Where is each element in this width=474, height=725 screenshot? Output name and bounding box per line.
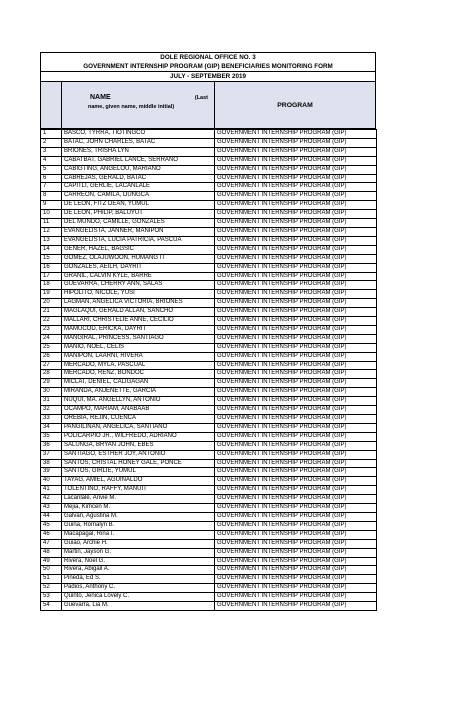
table-row	[41, 432, 377, 441]
beneficiary-name: CARREON, CAMILA, DUNGCA	[62, 192, 215, 201]
table-row	[41, 272, 377, 281]
table-row	[41, 602, 377, 611]
row-number: 43	[41, 504, 62, 513]
beneficiary-name: CABIGTING, ANGELOU, MARIANO	[62, 165, 215, 174]
table-row	[41, 290, 377, 299]
program-name: GOVERNMENT INTERNSHIP PROGRAM (GIP)	[215, 174, 377, 183]
program-name: GOVERNMENT INTERNSHIP PROGRAM (GIP)	[215, 352, 377, 361]
table-row	[41, 254, 377, 263]
table-row	[41, 352, 377, 361]
program-name: GOVERNMENT INTERNSHIP PROGRAM (GIP)	[215, 272, 377, 281]
beneficiary-name: SANTOS, GIRLIE, YUMUL	[62, 468, 215, 477]
name-header-last: (Last	[194, 95, 208, 101]
row-number: 36	[41, 441, 62, 450]
row-number: 34	[41, 423, 62, 432]
row-number: 42	[41, 495, 62, 504]
beneficiary-name: BATAC, JOHN CHARLES, BATAC	[62, 138, 215, 147]
table-row	[41, 530, 377, 539]
row-number: 39	[41, 468, 62, 477]
column-header-name	[62, 82, 215, 128]
row-number: 49	[41, 557, 62, 566]
beneficiaries-table	[40, 129, 377, 611]
row-number: 47	[41, 539, 62, 548]
table-row	[41, 593, 377, 602]
program-name: GOVERNMENT INTERNSHIP PROGRAM (GIP)	[215, 165, 377, 174]
beneficiary-name: PANGILINAN, ANGELICA, SANTIANO	[62, 423, 215, 432]
beneficiary-name: MANIO, NOEL, CELIS	[62, 343, 215, 352]
row-number: 40	[41, 477, 62, 486]
beneficiary-name: MIRANDA, ANJENETTE, GARCIA	[62, 388, 215, 397]
table-row	[41, 174, 377, 183]
program-name: GOVERNMENT INTERNSHIP PROGRAM (GIP)	[215, 308, 377, 317]
row-number: 1	[41, 130, 62, 139]
program-name: GOVERNMENT INTERNSHIP PROGRAM (GIP)	[215, 397, 377, 406]
row-number: 54	[41, 602, 62, 611]
beneficiary-name: BRIONES, TRISHA LYN	[62, 147, 215, 156]
beneficiary-name: Macapagal, Rina I.	[62, 530, 215, 539]
form-header	[40, 52, 376, 81]
beneficiary-name: Rivera, Abigail A.	[62, 566, 215, 575]
program-name: GOVERNMENT INTERNSHIP PROGRAM (GIP)	[215, 575, 377, 584]
beneficiary-name: HIPOLITO, NICOLE, YUSI	[62, 290, 215, 299]
program-name: GOVERNMENT INTERNSHIP PROGRAM (GIP)	[215, 495, 377, 504]
row-number: 7	[41, 183, 62, 192]
beneficiary-name: Mejia, Kimcen M.	[62, 504, 215, 513]
program-name: GOVERNMENT INTERNSHIP PROGRAM (GIP)	[215, 334, 377, 343]
row-number: 51	[41, 575, 62, 584]
table-row	[41, 263, 377, 272]
beneficiary-name: MICLAT, DENIEL, CALIGAGAN	[62, 379, 215, 388]
beneficiary-name: DE LEON, PHILIP, BALUYUT	[62, 210, 215, 219]
beneficiary-name: SANTIAGO, ESTHER JOY, ANTONIO	[62, 450, 215, 459]
program-name: GOVERNMENT INTERNSHIP PROGRAM (GIP)	[215, 263, 377, 272]
beneficiary-name: POLICARPIO JR., WILFREDO, ADRIANO	[62, 432, 215, 441]
row-number: 44	[41, 512, 62, 521]
table-row	[41, 192, 377, 201]
row-number: 2	[41, 138, 62, 147]
program-name: GOVERNMENT INTERNSHIP PROGRAM (GIP)	[215, 504, 377, 513]
table-row	[41, 281, 377, 290]
name-header-label: NAME	[90, 94, 111, 101]
beneficiary-name: Guiao, Archie H.	[62, 539, 215, 548]
row-number: 20	[41, 299, 62, 308]
beneficiary-name: BASCO, TYRRA, TIOTINGCO	[62, 130, 215, 139]
table-row	[41, 156, 377, 165]
program-name: GOVERNMENT INTERNSHIP PROGRAM (GIP)	[215, 432, 377, 441]
row-number: 48	[41, 548, 62, 557]
table-row	[41, 201, 377, 210]
table-row	[41, 486, 377, 495]
program-name: GOVERNMENT INTERNSHIP PROGRAM (GIP)	[215, 441, 377, 450]
beneficiary-name: Lacanlale, Arivie M.	[62, 495, 215, 504]
beneficiary-name: SANTOS, CRISTAL HONEY GALE, PONCE	[62, 459, 215, 468]
table-row	[41, 219, 377, 228]
program-name: GOVERNMENT INTERNSHIP PROGRAM (GIP)	[215, 183, 377, 192]
row-number: 46	[41, 530, 62, 539]
beneficiary-name: EVANGELISTA, LUCIA PATRICIA, PASCUA	[62, 236, 215, 245]
beneficiary-name: CAPITLI, GERLIE, LACANLALE	[62, 183, 215, 192]
row-number: 53	[41, 593, 62, 602]
beneficiary-name: Galvan, Agustina M.	[62, 512, 215, 521]
beneficiary-name: MAMUCOD, ERICKA, DAYRIT	[62, 325, 215, 334]
table-row	[41, 584, 377, 593]
row-number: 25	[41, 343, 62, 352]
table-row	[41, 334, 377, 343]
program-name: GOVERNMENT INTERNSHIP PROGRAM (GIP)	[215, 236, 377, 245]
beneficiary-name: Quinto, Jenica Lovely C.	[62, 593, 215, 602]
row-number: 9	[41, 201, 62, 210]
table-row	[41, 308, 377, 317]
row-number: 11	[41, 219, 62, 228]
beneficiary-name: GENER, HAZEL, BAGSIC	[62, 245, 215, 254]
program-name: GOVERNMENT INTERNSHIP PROGRAM (GIP)	[215, 477, 377, 486]
program-name: GOVERNMENT INTERNSHIP PROGRAM (GIP)	[215, 290, 377, 299]
row-number: 52	[41, 584, 62, 593]
row-number: 28	[41, 370, 62, 379]
row-number: 14	[41, 245, 62, 254]
table-row	[41, 245, 377, 254]
table-row	[41, 450, 377, 459]
row-number: 10	[41, 210, 62, 219]
program-name: GOVERNMENT INTERNSHIP PROGRAM (GIP)	[215, 361, 377, 370]
row-number: 12	[41, 227, 62, 236]
beneficiary-name: Martin, Jayson G.	[62, 548, 215, 557]
beneficiary-name: OCAMPO, MARIAM, ANABAAB	[62, 406, 215, 415]
program-name: GOVERNMENT INTERNSHIP PROGRAM (GIP)	[215, 281, 377, 290]
row-number: 29	[41, 379, 62, 388]
beneficiary-name: GOMEZ, OLAJUWOON, HUMANG IT	[62, 254, 215, 263]
table-row	[41, 236, 377, 245]
beneficiary-name: MERCADO, RENZ, BONDOC	[62, 370, 215, 379]
table-row	[41, 388, 377, 397]
row-number: 45	[41, 521, 62, 530]
row-number: 26	[41, 352, 62, 361]
table-row	[41, 557, 377, 566]
beneficiary-name: TAYAG, AMIEL, AGUINALDO	[62, 477, 215, 486]
table-row	[41, 504, 377, 513]
beneficiary-name: Pineda, Ed S.	[62, 575, 215, 584]
table-row	[41, 165, 377, 174]
table-row	[41, 210, 377, 219]
beneficiary-name: GRANIL, CALVIN KYLE, BARRE	[62, 272, 215, 281]
program-name: GOVERNMENT INTERNSHIP PROGRAM (GIP)	[215, 245, 377, 254]
row-number: 15	[41, 254, 62, 263]
program-name: GOVERNMENT INTERNSHIP PROGRAM (GIP)	[215, 317, 377, 326]
row-number: 16	[41, 263, 62, 272]
table-row	[41, 512, 377, 521]
beneficiary-name: GUEVARRA, CHERRY ANN, SALAS	[62, 281, 215, 290]
beneficiary-name: LAGMAN, ANGELICA VICTORIA, BRIONES	[62, 299, 215, 308]
program-name: GOVERNMENT INTERNSHIP PROGRAM (GIP)	[215, 343, 377, 352]
table-row	[41, 477, 377, 486]
row-number: 4	[41, 156, 62, 165]
program-name: GOVERNMENT INTERNSHIP PROGRAM (GIP)	[215, 486, 377, 495]
table-row	[41, 575, 377, 584]
table-row	[41, 521, 377, 530]
program-name: GOVERNMENT INTERNSHIP PROGRAM (GIP)	[215, 521, 377, 530]
program-name: GOVERNMENT INTERNSHIP PROGRAM (GIP)	[215, 299, 377, 308]
row-number: 41	[41, 486, 62, 495]
row-number: 27	[41, 361, 62, 370]
beneficiary-name: Guina, Romalyn B.	[62, 521, 215, 530]
row-number: 18	[41, 281, 62, 290]
program-name: GOVERNMENT INTERNSHIP PROGRAM (GIP)	[215, 388, 377, 397]
program-name: GOVERNMENT INTERNSHIP PROGRAM (GIP)	[215, 450, 377, 459]
table-row	[41, 147, 377, 156]
program-name: GOVERNMENT INTERNSHIP PROGRAM (GIP)	[215, 325, 377, 334]
beneficiary-name: MAGLAQUI, GERALD ALLAN, SANCHO	[62, 308, 215, 317]
table-row	[41, 566, 377, 575]
program-name: GOVERNMENT INTERNSHIP PROGRAM (GIP)	[215, 530, 377, 539]
program-name: GOVERNMENT INTERNSHIP PROGRAM (GIP)	[215, 227, 377, 236]
row-number: 37	[41, 450, 62, 459]
program-name: GOVERNMENT INTERNSHIP PROGRAM (GIP)	[215, 584, 377, 593]
table-row	[41, 317, 377, 326]
row-number: 3	[41, 147, 62, 156]
beneficiary-name: MANGIRAL, PRINCESS, SANTIAGO	[62, 334, 215, 343]
table-row	[41, 370, 377, 379]
program-name: GOVERNMENT INTERNSHIP PROGRAM (GIP)	[215, 557, 377, 566]
row-number: 22	[41, 317, 62, 326]
table-row	[41, 548, 377, 557]
beneficiary-name: Padios, Anthony C.	[62, 584, 215, 593]
program-name: GOVERNMENT INTERNSHIP PROGRAM (GIP)	[215, 156, 377, 165]
program-name: GOVERNMENT INTERNSHIP PROGRAM (GIP)	[215, 192, 377, 201]
period-title: JULY - SEPTEMBER 2019	[41, 71, 375, 81]
program-name: GOVERNMENT INTERNSHIP PROGRAM (GIP)	[215, 468, 377, 477]
program-name: GOVERNMENT INTERNSHIP PROGRAM (GIP)	[215, 219, 377, 228]
row-number: 31	[41, 397, 62, 406]
program-name: GOVERNMENT INTERNSHIP PROGRAM (GIP)	[215, 210, 377, 219]
table-row	[41, 227, 377, 236]
beneficiary-name: DEL MUNDO, CAMILLE, GONZALES	[62, 219, 215, 228]
row-number: 19	[41, 290, 62, 299]
beneficiary-name: CABATBAT, GABRIEL LANCE, SERRANO	[62, 156, 215, 165]
monitoring-form	[40, 52, 376, 611]
beneficiary-name: NUQUI, MA. ANGELLYN, ANTONIO	[62, 397, 215, 406]
program-name: GOVERNMENT INTERNSHIP PROGRAM (GIP)	[215, 379, 377, 388]
beneficiary-name: MERCADO, MYLA, PASCUAL	[62, 361, 215, 370]
beneficiary-name: MANIPON, LAARNI, RIVERA	[62, 352, 215, 361]
program-name: GOVERNMENT INTERNSHIP PROGRAM (GIP)	[215, 548, 377, 557]
column-header-number	[41, 82, 62, 128]
beneficiary-name: EVANGELISTA, JANNER, MANIPON	[62, 227, 215, 236]
program-name: GOVERNMENT INTERNSHIP PROGRAM (GIP)	[215, 370, 377, 379]
office-title: DOLE REGIONAL OFFICE NO. 3	[160, 54, 256, 61]
row-number: 17	[41, 272, 62, 281]
program-name: GOVERNMENT INTERNSHIP PROGRAM (GIP)	[215, 415, 377, 424]
table-row	[41, 397, 377, 406]
program-name: GOVERNMENT INTERNSHIP PROGRAM (GIP)	[215, 201, 377, 210]
row-number: 23	[41, 325, 62, 334]
beneficiary-name: MALLARI, CHRISTELIE ANNE, CECILIO	[62, 317, 215, 326]
form-title: GOVERNMENT INTERNSHIP PROGRAM (GIP) BENEFICIARIES MONITORING FORM	[83, 63, 333, 70]
program-name: GOVERNMENT INTERNSHIP PROGRAM (GIP)	[215, 138, 377, 147]
row-number: 35	[41, 432, 62, 441]
name-header-sub: name, given name, middle initial)	[88, 104, 175, 110]
row-number: 8	[41, 192, 62, 201]
beneficiary-name: Guevarra, Lia M.	[62, 602, 215, 611]
table-row	[41, 138, 377, 147]
program-name: GOVERNMENT INTERNSHIP PROGRAM (GIP)	[215, 130, 377, 139]
beneficiary-name: DE LEON, FITZ DEAN, YUMUL	[62, 201, 215, 210]
row-number: 5	[41, 165, 62, 174]
table-row	[41, 441, 377, 450]
beneficiary-name: GONZALES, AEILH, DAYRIT	[62, 263, 215, 272]
program-name: GOVERNMENT INTERNSHIP PROGRAM (GIP)	[215, 512, 377, 521]
program-name: GOVERNMENT INTERNSHIP PROGRAM (GIP)	[215, 566, 377, 575]
table-row	[41, 459, 377, 468]
table-row	[41, 361, 377, 370]
table-row	[41, 325, 377, 334]
program-name: GOVERNMENT INTERNSHIP PROGRAM (GIP)	[215, 406, 377, 415]
table-row	[41, 539, 377, 548]
row-number: 38	[41, 459, 62, 468]
program-name: GOVERNMENT INTERNSHIP PROGRAM (GIP)	[215, 423, 377, 432]
table-row	[41, 406, 377, 415]
table-row	[41, 183, 377, 192]
table-row	[41, 415, 377, 424]
program-name: GOVERNMENT INTERNSHIP PROGRAM (GIP)	[215, 539, 377, 548]
table-row	[41, 130, 377, 139]
beneficiary-name: Rivera, Noel G.	[62, 557, 215, 566]
program-name: GOVERNMENT INTERNSHIP PROGRAM (GIP)	[215, 459, 377, 468]
table-row	[41, 423, 377, 432]
table-row	[41, 495, 377, 504]
column-header	[40, 81, 376, 129]
program-name: GOVERNMENT INTERNSHIP PROGRAM (GIP)	[215, 254, 377, 263]
row-number: 32	[41, 406, 62, 415]
beneficiary-name: OREBIA, REJIN, CUENCA	[62, 415, 215, 424]
table-row	[41, 299, 377, 308]
program-name: GOVERNMENT INTERNSHIP PROGRAM (GIP)	[215, 147, 377, 156]
program-name: GOVERNMENT INTERNSHIP PROGRAM (GIP)	[215, 593, 377, 602]
row-number: 50	[41, 566, 62, 575]
row-number: 13	[41, 236, 62, 245]
program-name: GOVERNMENT INTERNSHIP PROGRAM (GIP)	[215, 602, 377, 611]
table-row	[41, 343, 377, 352]
table-row	[41, 468, 377, 477]
table-row	[41, 379, 377, 388]
beneficiary-name: CABREJAS, GERALD, BATAC	[62, 174, 215, 183]
column-header-program: PROGRAM	[277, 101, 313, 109]
beneficiary-name: TOLENTINO, RAFFY, MANUIT	[62, 486, 215, 495]
row-number: 30	[41, 388, 62, 397]
row-number: 21	[41, 308, 62, 317]
beneficiary-name: SALUNGA, BRYAN JOHN, EBES	[62, 441, 215, 450]
row-number: 33	[41, 415, 62, 424]
row-number: 6	[41, 174, 62, 183]
row-number: 24	[41, 334, 62, 343]
